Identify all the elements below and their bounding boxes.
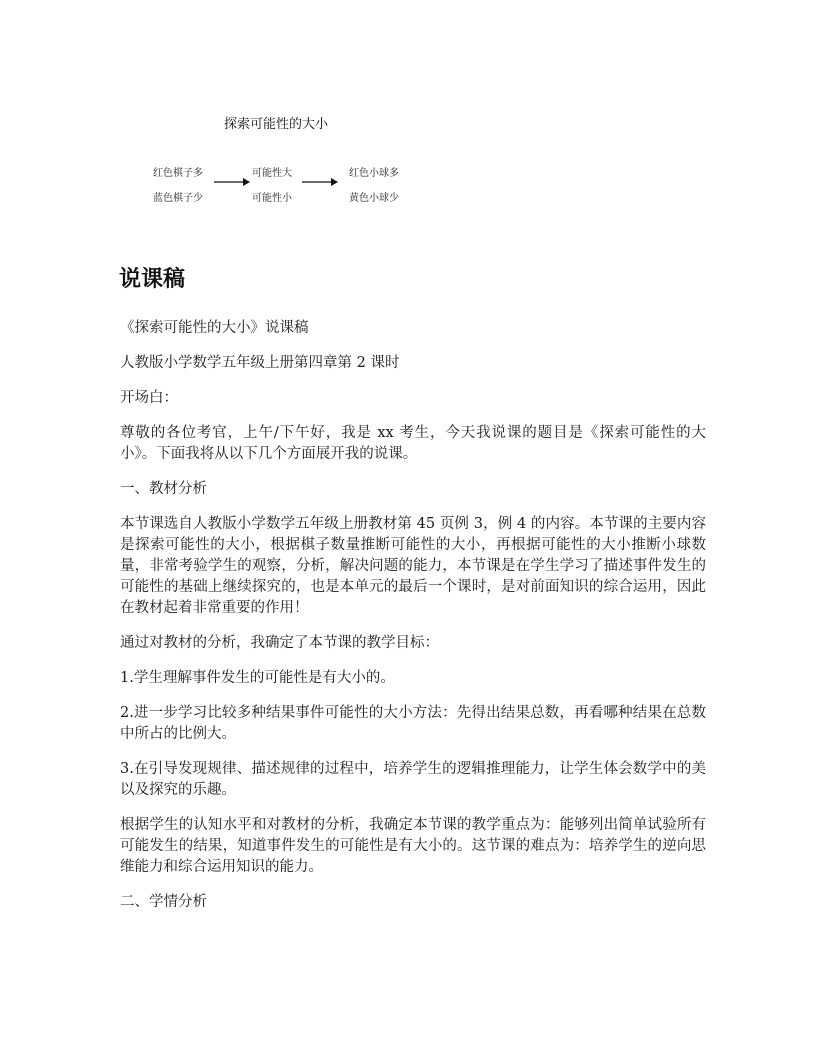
label-blue-pieces-less: 蓝色棋子少 xyxy=(153,193,203,204)
diagram-figure xyxy=(140,108,440,218)
label-possibility-small: 可能性小 xyxy=(252,193,292,204)
paragraph-opening: 尊敬的各位考官，上午/下午好，我是 xx 考生，今天我说课的题目是《探索可能性的大小》。下面我将从以下几个方面展开我的说课。 xyxy=(120,425,706,462)
label-red-pieces-more: 红色棋子多 xyxy=(153,168,203,179)
paragraph-goals-intro: 通过对教材的分析，我确定了本节课的教学目标： xyxy=(120,635,439,651)
section-heading-students: 二、学情分析 xyxy=(120,894,207,910)
paragraph-goal-3: 3.在引导发现规律、描述规律的过程中，培养学生的逻辑推理能力，让学生体会数学中的美以及探究的乐趣。 xyxy=(120,761,706,798)
label-yellow-balls-less: 黄色小球少 xyxy=(349,193,399,204)
paragraph-key-points: 根据学生的认知水平和对教材的分析，我确定本节课的教学重点为：能够列出简单试验所有可能发生的结果，知道事件发生的可能性是有大小的。这节课的难点为：培养学生的逆向思维能力和综合运用知识的能力。 xyxy=(120,817,706,875)
document-body xyxy=(120,318,706,927)
paragraph-opening-label: 开场白： xyxy=(120,390,178,406)
label-red-balls-more: 红色小球多 xyxy=(349,168,399,179)
arrow-right-icon xyxy=(214,176,250,188)
paragraph-goal-2: 2.进一步学习比较多种结果事件可能性的大小方法：先得出结果总数，再看哪种结果在总数中所占的比例大。 xyxy=(120,705,706,742)
document-heading: 说课稿 xyxy=(119,267,186,292)
paragraph-goal-1: 1.学生理解事件发生的可能性是有大小的。 xyxy=(120,670,395,686)
figure-title: 探索可能性的大小 xyxy=(224,117,329,132)
paragraph-textbook-info: 人教版小学数学五年级上册第四章第 2 课时 xyxy=(120,355,400,371)
label-possibility-large: 可能性大 xyxy=(252,168,292,179)
arrow-right-icon xyxy=(302,176,338,188)
paragraph-materials: 本节课选自人教版小学数学五年级上册教材第 45 页例 3，例 4 的内容。本节课的主要内容是探索可能性的大小，根据棋子数量推断可能性的大小，再根据可能性的大小推断小球数量，非常考验学生的观察，分析，解决问题的能力，本节课是在学生学习了描述事件发生的可能性的基础上继续探究的，也是本单元的最后一个课时，是对前面知识的综合运用，因此在教材起着非常重要的作用！ xyxy=(120,516,706,616)
section-heading-materials: 一、教材分析 xyxy=(120,481,207,497)
paragraph-title: 《探索可能性的大小》说课稿 xyxy=(120,320,309,336)
